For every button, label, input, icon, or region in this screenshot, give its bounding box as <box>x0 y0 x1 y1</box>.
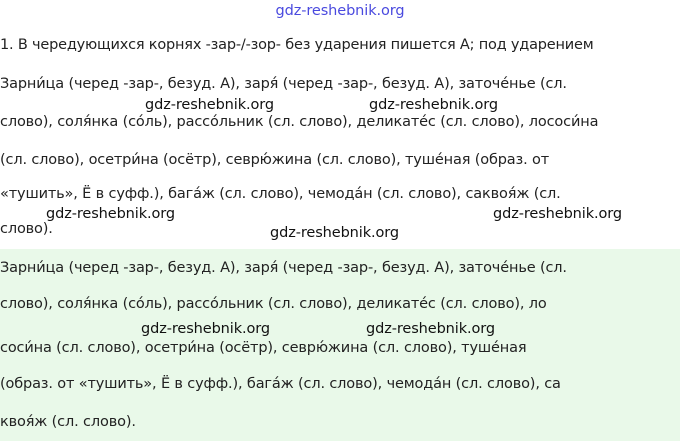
green-line-4: (образ. от «тушить», Ё в суфф.), бага́ж (сл. слово), чемода́н (сл. слово), са <box>0 376 561 392</box>
watermark: gdz-reshebnik.org <box>141 321 270 337</box>
plain-line-4: «тушить», Ё в суфф.), бага́ж (сл. слово), чемода́н (сл. слово), саквоя́ж (сл. <box>0 186 561 202</box>
watermark: gdz-reshebnik.org <box>46 206 175 222</box>
green-answer-block <box>0 249 680 441</box>
site-header-link[interactable]: gdz-reshebnik.org <box>275 3 405 19</box>
watermark: gdz-reshebnik.org <box>270 225 399 241</box>
plain-line-1: Зарни́ца (черед -зар-, безуд. А), заря́ (черед -зар-, безуд. А), заточе́нье (сл. <box>0 76 567 92</box>
task-intro: 1. В чередующихся корнях -зар-/-зор- без ударения пишется А; под ударением <box>0 37 594 53</box>
watermark: gdz-reshebnik.org <box>145 97 274 113</box>
watermark: gdz-reshebnik.org <box>493 206 622 222</box>
plain-line-5: слово). <box>0 221 53 237</box>
green-line-1: Зарни́ца (черед -зар-, безуд. А), заря́ (черед -зар-, безуд. А), заточе́нье (сл. <box>0 260 567 276</box>
green-line-5: квоя́ж (сл. слово). <box>0 414 136 430</box>
watermark: gdz-reshebnik.org <box>366 321 495 337</box>
green-line-2: слово), соля́нка (со́ль), рассо́льник (сл. слово), деликате́с (сл. слово), ло <box>0 296 547 312</box>
green-line-3: соси́на (сл. слово), осетри́на (осётр), севрю́жина (сл. слово), туше́ная <box>0 340 527 356</box>
plain-line-3: (сл. слово), осетри́на (осётр), севрю́жина (сл. слово), туше́ная (образ. от <box>0 152 550 168</box>
watermark: gdz-reshebnik.org <box>369 97 498 113</box>
plain-line-2: слово), соля́нка (со́ль), рассо́льник (сл. слово), деликате́с (сл. слово), лососи́на <box>0 114 599 130</box>
